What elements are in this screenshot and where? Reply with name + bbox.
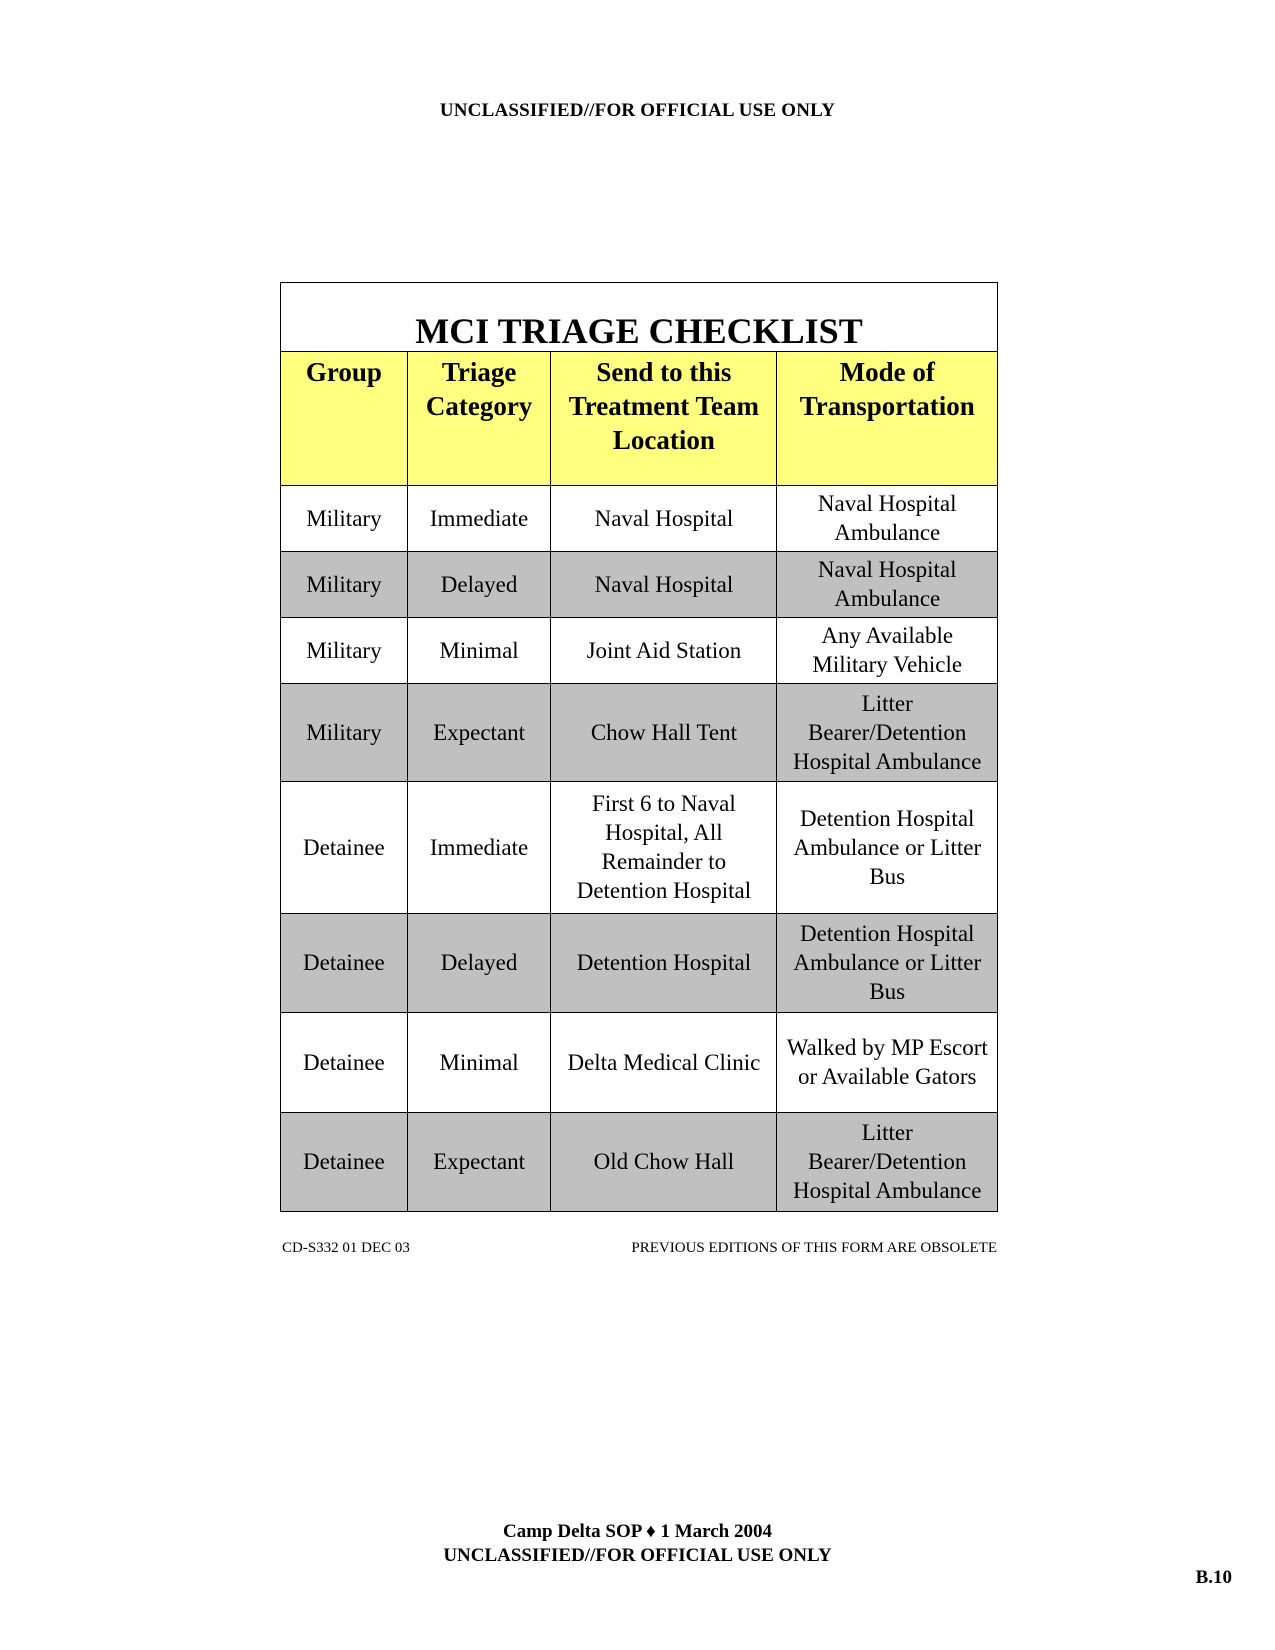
cell-triage-category: Minimal bbox=[407, 1012, 551, 1112]
cell-treatment-location: Delta Medical Clinic bbox=[551, 1012, 777, 1112]
cell-treatment-location: Old Chow Hall bbox=[551, 1112, 777, 1211]
triage-checklist-form bbox=[280, 282, 998, 1212]
cell-triage-category: Delayed bbox=[407, 913, 551, 1012]
column-header-transportation: Mode of Transportation bbox=[777, 352, 997, 485]
column-header-treatment-location: Send to this Treatment Team Location bbox=[551, 352, 777, 485]
table-row bbox=[281, 551, 997, 617]
cell-treatment-location: First 6 to Naval Hospital, All Remainder to Detention Hospital bbox=[551, 781, 777, 913]
column-header-triage-category: Triage Category bbox=[407, 352, 551, 485]
column-header-group: Group bbox=[281, 352, 407, 485]
cell-transportation: Detention Hospital Ambulance or Litter Bus bbox=[777, 781, 997, 913]
cell-group: Military bbox=[281, 683, 407, 781]
page-number: B.10 bbox=[1195, 1567, 1232, 1588]
cell-group: Military bbox=[281, 551, 407, 617]
cell-transportation: Litter Bearer/Detention Hospital Ambulance bbox=[777, 683, 997, 781]
header-row bbox=[281, 352, 997, 485]
cell-triage-category: Minimal bbox=[407, 617, 551, 683]
cell-transportation: Walked by MP Escort or Available Gators bbox=[777, 1012, 997, 1112]
cell-group: Detainee bbox=[281, 1112, 407, 1211]
cell-treatment-location: Naval Hospital bbox=[551, 485, 777, 551]
cell-group: Military bbox=[281, 485, 407, 551]
cell-transportation: Naval Hospital Ambulance bbox=[777, 485, 997, 551]
cell-transportation: Detention Hospital Ambulance or Litter Bus bbox=[777, 913, 997, 1012]
cell-group: Military bbox=[281, 617, 407, 683]
cell-triage-category: Expectant bbox=[407, 683, 551, 781]
cell-triage-category: Expectant bbox=[407, 1112, 551, 1211]
table-row bbox=[281, 1012, 997, 1112]
table-row bbox=[281, 617, 997, 683]
sop-line: Camp Delta SOP ♦ 1 March 2004 bbox=[503, 1521, 772, 1542]
cell-triage-category: Immediate bbox=[407, 781, 551, 913]
cell-treatment-location: Naval Hospital bbox=[551, 551, 777, 617]
cell-treatment-location: Chow Hall Tent bbox=[551, 683, 777, 781]
page-footer bbox=[0, 1520, 1275, 1568]
obsolete-notice: PREVIOUS EDITIONS OF THIS FORM ARE OBSOLETE bbox=[631, 1240, 997, 1256]
cell-treatment-location: Detention Hospital bbox=[551, 913, 777, 1012]
table-row bbox=[281, 683, 997, 781]
table-row bbox=[281, 781, 997, 913]
classification-banner-top: UNCLASSIFIED//FOR OFFICIAL USE ONLY bbox=[439, 100, 836, 121]
cell-triage-category: Delayed bbox=[407, 551, 551, 617]
classification-banner-bottom: UNCLASSIFIED//FOR OFFICIAL USE ONLY bbox=[443, 1545, 832, 1566]
cell-group: Detainee bbox=[281, 781, 407, 913]
cell-triage-category: Immediate bbox=[407, 485, 551, 551]
form-number: CD-S332 01 DEC 03 bbox=[282, 1240, 410, 1256]
cell-group: Detainee bbox=[281, 913, 407, 1012]
table-row bbox=[281, 485, 997, 551]
cell-group: Detainee bbox=[281, 1012, 407, 1112]
cell-transportation: Naval Hospital Ambulance bbox=[777, 551, 997, 617]
cell-transportation: Any Available Military Vehicle bbox=[777, 617, 997, 683]
table-row bbox=[281, 913, 997, 1012]
table-row bbox=[281, 1112, 997, 1211]
triage-table bbox=[281, 352, 997, 1211]
form-title: MCI TRIAGE CHECKLIST bbox=[281, 283, 997, 352]
cell-transportation: Litter Bearer/Detention Hospital Ambulance bbox=[777, 1112, 997, 1211]
cell-treatment-location: Joint Aid Station bbox=[551, 617, 777, 683]
